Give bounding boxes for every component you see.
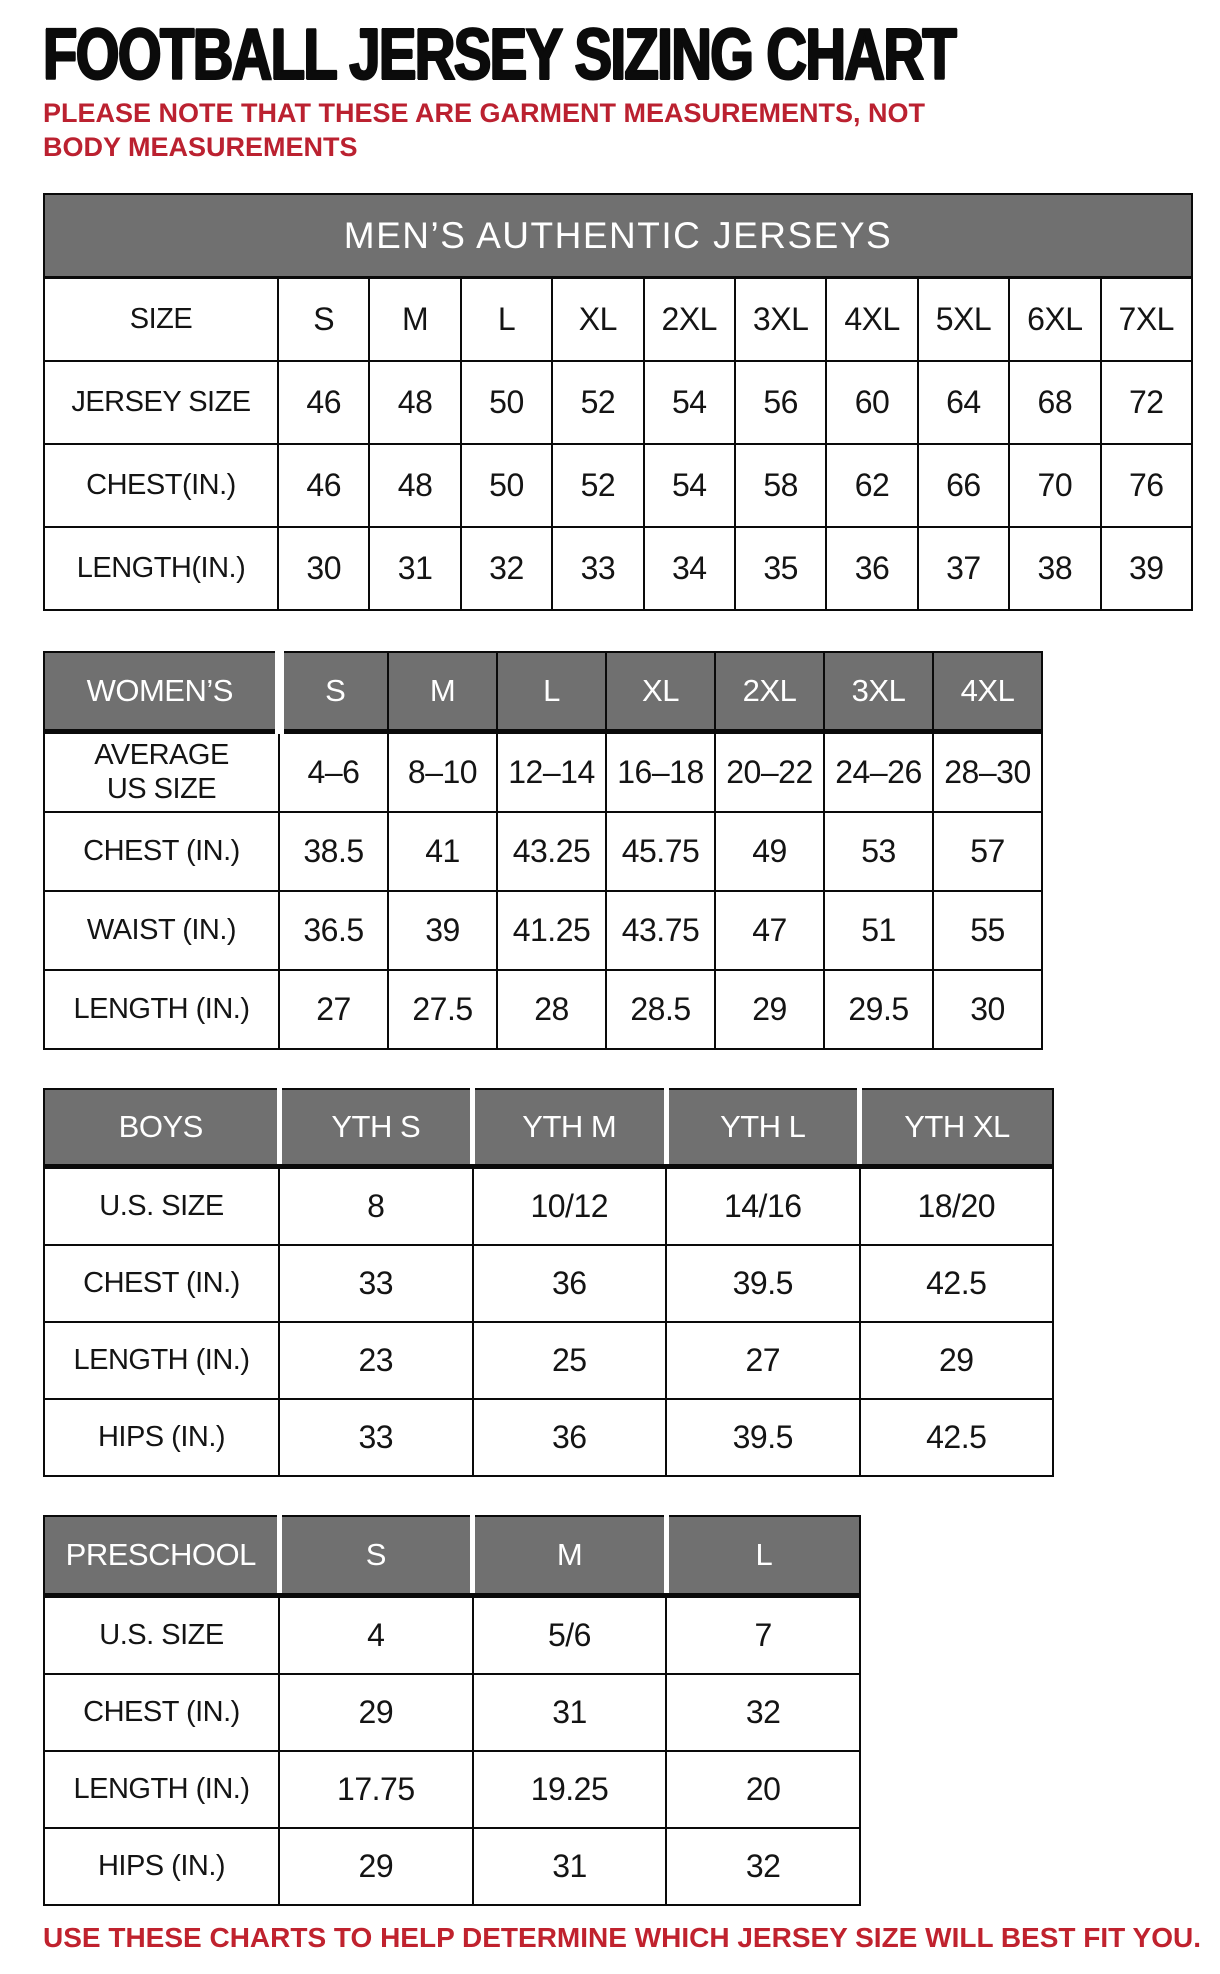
garment-measurements-note: PLEASE NOTE THAT THESE ARE GARMENT MEASUREMENTS, NOT BODY MEASUREMENTS [43,98,926,162]
value-cell: 48 [369,361,460,444]
row-label-cell: CHEST (IN.) [44,1674,279,1751]
value-cell: S [278,278,369,362]
value-cell: M [369,278,460,362]
value-cell: 42.5 [860,1399,1054,1476]
value-cell: 38.5 [279,812,388,891]
table-row [44,970,1042,1049]
value-cell: 20 [666,1751,860,1828]
value-cell: 29 [715,970,824,1049]
value-cell: XL [552,278,643,362]
value-cell: 39.5 [666,1245,860,1322]
value-cell: 39 [1101,527,1192,610]
table-row [44,1322,1053,1399]
value-cell: 36.5 [279,891,388,970]
value-cell: 54 [644,444,735,527]
table-row [44,812,1042,891]
value-cell: 48 [369,444,460,527]
value-cell: 60 [826,361,917,444]
value-cell: 37 [918,527,1009,610]
value-cell: 16–18 [606,732,715,813]
header-label-cell: PRESCHOOL [44,1516,279,1596]
value-cell: 30 [933,970,1042,1049]
value-cell: 31 [473,1674,667,1751]
row-label-cell: AVERAGE US SIZE [44,732,279,813]
row-label-cell: CHEST(IN.) [44,444,278,527]
value-cell: 47 [715,891,824,970]
header-size-cell: 4XL [933,652,1042,732]
value-cell: 68 [1009,361,1100,444]
table-row [44,444,1192,527]
row-label-cell: LENGTH (IN.) [44,970,279,1049]
header-size-cell: 2XL [715,652,824,732]
header-label-cell: WOMEN’S [44,652,279,732]
value-cell: 27.5 [388,970,497,1049]
header-size-cell: YTH M [473,1089,667,1167]
value-cell: 29 [279,1674,473,1751]
value-cell: 46 [278,444,369,527]
page-title: FOOTBALL JERSEY SIZING CHART [43,15,956,95]
table-row [44,732,1042,813]
row-label-cell: JERSEY SIZE [44,361,278,444]
value-cell: 45.75 [606,812,715,891]
value-cell: 31 [369,527,460,610]
row-label-cell: HIPS (IN.) [44,1399,279,1476]
header-size-cell: M [388,652,497,732]
value-cell: 32 [666,1674,860,1751]
value-cell: L [461,278,552,362]
value-cell: 23 [279,1322,473,1399]
value-cell: 18/20 [860,1167,1054,1246]
value-cell: 29 [279,1828,473,1905]
value-cell: 66 [918,444,1009,527]
table-banner-row [44,194,1192,278]
row-label-cell: U.S. SIZE [44,1596,279,1675]
mens-authentic-jerseys-table [43,193,1193,611]
value-cell: 30 [278,527,369,610]
value-cell: 55 [933,891,1042,970]
value-cell: 43.75 [606,891,715,970]
header-size-cell: S [279,1516,473,1596]
value-cell: 62 [826,444,917,527]
value-cell: 42.5 [860,1245,1054,1322]
header-size-cell: YTH S [279,1089,473,1167]
value-cell: 76 [1101,444,1192,527]
value-cell: 51 [824,891,933,970]
preschool-jerseys-table [43,1515,861,1906]
value-cell: 17.75 [279,1751,473,1828]
value-cell: 20–22 [715,732,824,813]
value-cell: 29.5 [824,970,933,1049]
table-row [44,1245,1053,1322]
value-cell: 36 [473,1245,667,1322]
value-cell: 31 [473,1828,667,1905]
value-cell: 53 [824,812,933,891]
value-cell: 58 [735,444,826,527]
value-cell: 24–26 [824,732,933,813]
value-cell: 12–14 [497,732,606,813]
value-cell: 33 [552,527,643,610]
value-cell: 32 [461,527,552,610]
table-header-row [44,1089,1053,1167]
womens-jerseys-table [43,651,1043,1050]
value-cell: 57 [933,812,1042,891]
table-row [44,1596,860,1675]
value-cell: 46 [278,361,369,444]
row-label-cell: HIPS (IN.) [44,1828,279,1905]
table-row [44,1167,1053,1246]
table-row [44,1828,860,1905]
value-cell: 49 [715,812,824,891]
header-size-cell: XL [606,652,715,732]
value-cell: 8 [279,1167,473,1246]
row-label-cell: CHEST (IN.) [44,812,279,891]
header-size-cell: S [279,652,388,732]
value-cell: 41.25 [497,891,606,970]
value-cell: 35 [735,527,826,610]
value-cell: 28 [497,970,606,1049]
value-cell: 4–6 [279,732,388,813]
value-cell: 3XL [735,278,826,362]
value-cell: 70 [1009,444,1100,527]
value-cell: 39 [388,891,497,970]
table-row [44,1674,860,1751]
header-size-cell: M [473,1516,667,1596]
row-label-cell: SIZE [44,278,278,362]
value-cell: 25 [473,1322,667,1399]
table-row [44,527,1192,610]
row-label-cell: U.S. SIZE [44,1167,279,1246]
value-cell: 38 [1009,527,1100,610]
header-size-cell: L [666,1516,860,1596]
value-cell: 5/6 [473,1596,667,1675]
value-cell: 64 [918,361,1009,444]
value-cell: 36 [473,1399,667,1476]
header-size-cell: YTH XL [860,1089,1054,1167]
value-cell: 41 [388,812,497,891]
value-cell: 7 [666,1596,860,1675]
value-cell: 27 [279,970,388,1049]
table-row [44,891,1042,970]
value-cell: 50 [461,444,552,527]
header-label-cell: BOYS [44,1089,279,1167]
value-cell: 52 [552,361,643,444]
value-cell: 50 [461,361,552,444]
value-cell: 33 [279,1399,473,1476]
table-header-row [44,1516,860,1596]
row-label-cell: CHEST (IN.) [44,1245,279,1322]
value-cell: 54 [644,361,735,444]
footer-note: USE THESE CHARTS TO HELP DETERMINE WHICH JERSEY SIZE WILL BEST FIT YOU. [43,1922,1201,1953]
value-cell: 19.25 [473,1751,667,1828]
boys-jerseys-table [43,1088,1054,1477]
value-cell: 27 [666,1322,860,1399]
value-cell: 10/12 [473,1167,667,1246]
table-banner-cell: MEN’S AUTHENTIC JERSEYS [44,194,1192,278]
value-cell: 5XL [918,278,1009,362]
table-row [44,361,1192,444]
row-label-cell: LENGTH (IN.) [44,1322,279,1399]
value-cell: 2XL [644,278,735,362]
row-label-cell: WAIST (IN.) [44,891,279,970]
value-cell: 14/16 [666,1167,860,1246]
table-row [44,1399,1053,1476]
value-cell: 33 [279,1245,473,1322]
header-size-cell: YTH L [666,1089,860,1167]
row-label-cell: LENGTH(IN.) [44,527,278,610]
header-size-cell: L [497,652,606,732]
value-cell: 4XL [826,278,917,362]
value-cell: 29 [860,1322,1054,1399]
header-size-cell: 3XL [824,652,933,732]
value-cell: 32 [666,1828,860,1905]
value-cell: 28–30 [933,732,1042,813]
value-cell: 43.25 [497,812,606,891]
value-cell: 72 [1101,361,1192,444]
table-header-row [44,652,1042,732]
value-cell: 8–10 [388,732,497,813]
row-label-cell: LENGTH (IN.) [44,1751,279,1828]
value-cell: 36 [826,527,917,610]
value-cell: 56 [735,361,826,444]
value-cell: 52 [552,444,643,527]
table-row [44,1751,860,1828]
value-cell: 34 [644,527,735,610]
value-cell: 6XL [1009,278,1100,362]
value-cell: 39.5 [666,1399,860,1476]
value-cell: 7XL [1101,278,1192,362]
value-cell: 4 [279,1596,473,1675]
table-row [44,278,1192,362]
value-cell: 28.5 [606,970,715,1049]
